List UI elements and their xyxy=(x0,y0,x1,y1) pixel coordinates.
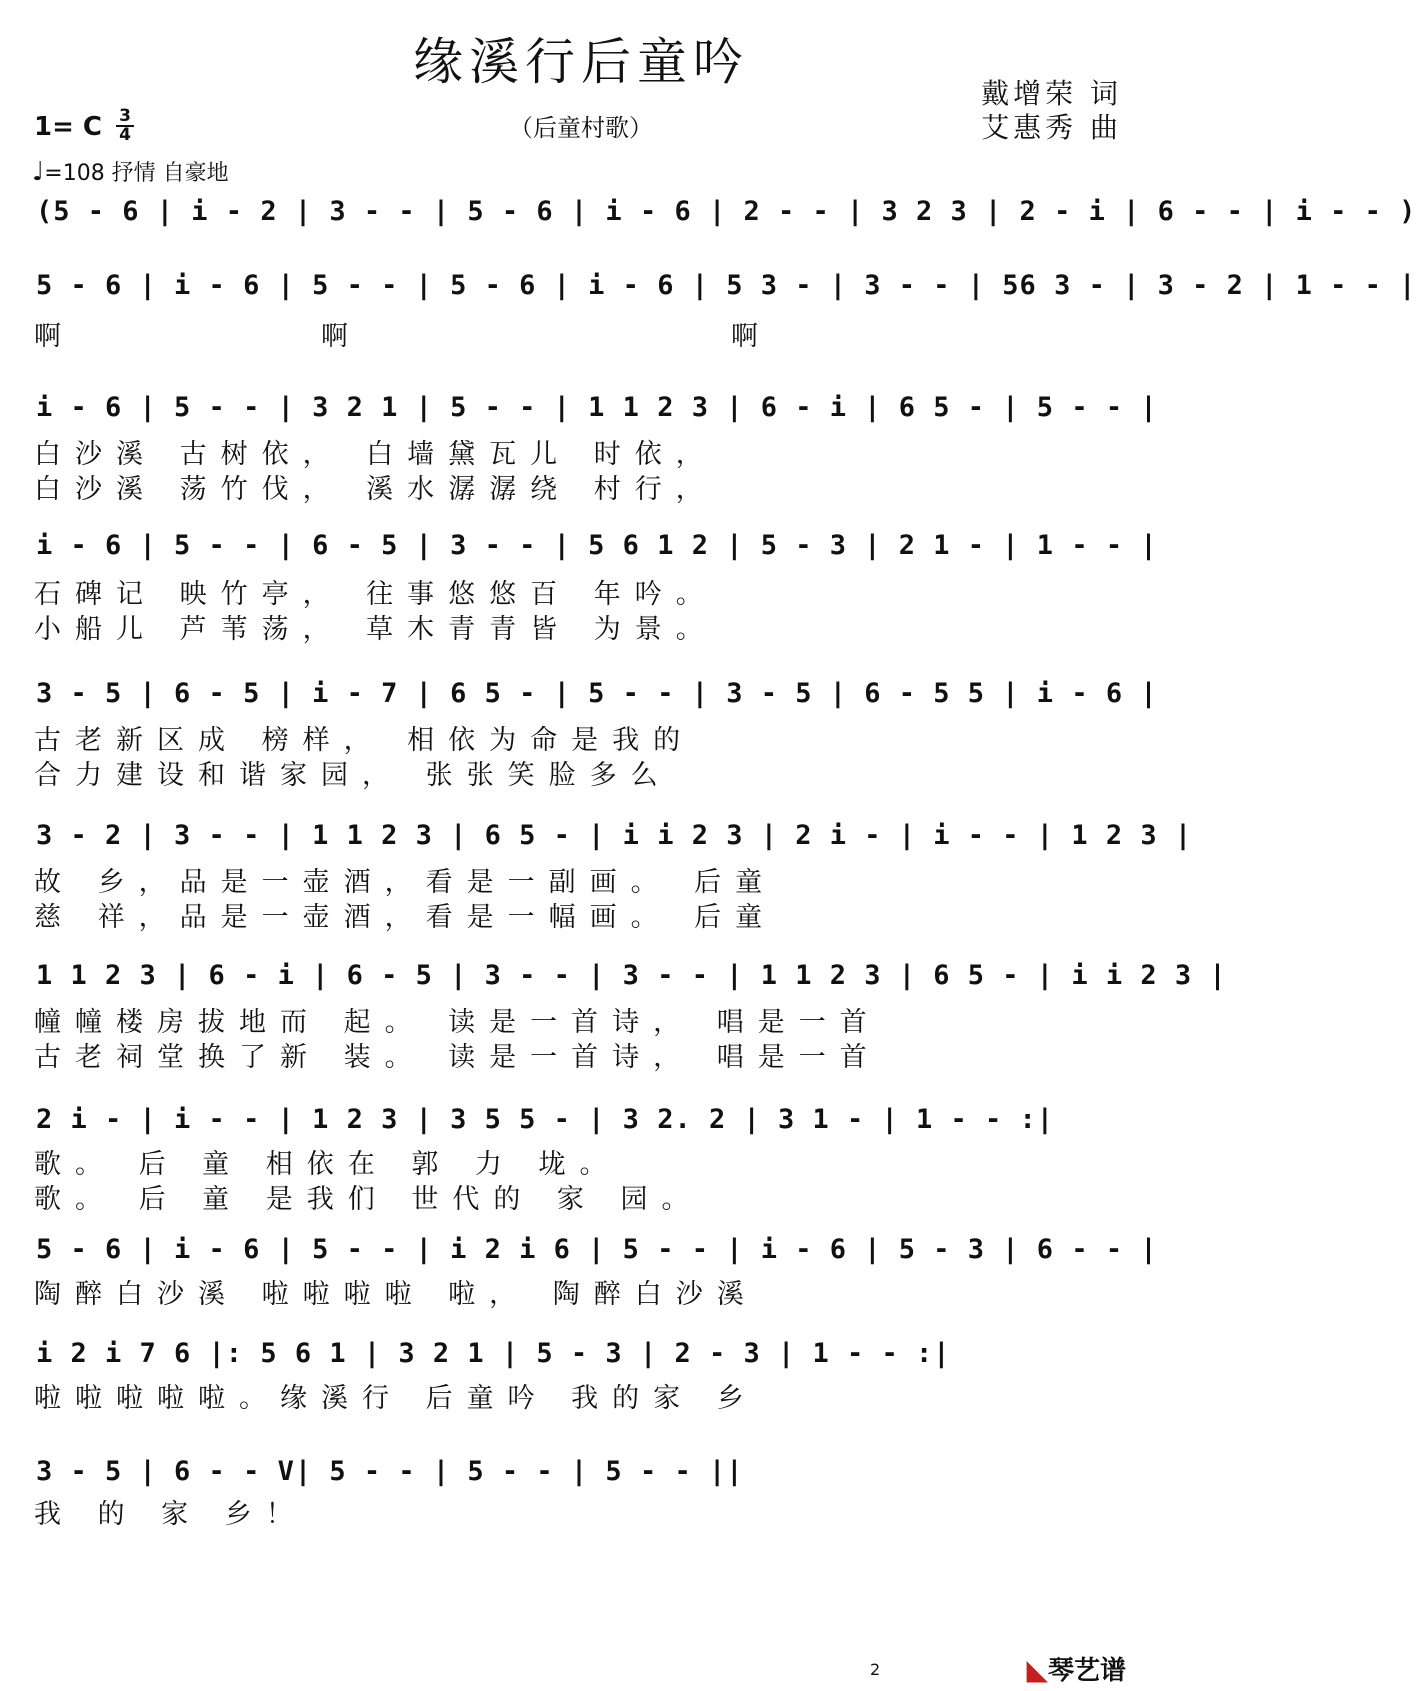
qinyipu-logo-icon: ◣ xyxy=(1026,1653,1048,1686)
lyric-line-2: 白沙溪 荡竹伐， 溪水潺潺绕 村行， xyxy=(34,474,717,505)
notes-line: i - 6 | 5 - - | 3 2 1 | 5 - - | 1 1 2 3 | 6 - i | 6 5 - | 5 - - | xyxy=(36,392,1158,423)
notes-line: i 2 i 7 6 |: 5 6 1 | 3 2 1 | 5 - 3 | 2 - 3 | 1 - - :| xyxy=(36,1338,951,1369)
lyric-line-2: 慈 祥，品是一壶酒，看是一幅画。 后童 xyxy=(34,902,777,933)
lyric-line-1: 故 乡，品是一壶酒，看是一副画。 后童 xyxy=(34,867,777,898)
lyric-line-1: 石碑记 映竹亭， 往事悠悠百 年吟。 xyxy=(34,579,717,610)
lyric-line-1: 古老新区成 榜样， 相依为命是我的 xyxy=(34,725,695,756)
tempo-marking xyxy=(32,156,229,187)
page-title: 缘溪行后童吟 xyxy=(413,33,749,91)
notes-line: 2 i - | i - - | 1 2 3 | 3 5 5 - | 3 2. 2 | 3 1 - | 1 - - :| xyxy=(36,1104,1055,1135)
notes-line: 5 - 6 | i - 6 | 5 - - | 5 - 6 | i - 6 | 5 3 - | 3 - - | 56 3 - | 3 - 2 | 1 - - | xyxy=(36,270,1416,301)
lyric-line-1: 歌。 后 童 相依在 郭 力 垅。 xyxy=(34,1149,621,1180)
lyric-line-2: 合力建设和谐家园， 张张笑脸多么 xyxy=(34,760,672,791)
time-bottom: 4 xyxy=(119,125,131,145)
lyric-line-1: 陶醉白沙溪 啦啦啦啦 啦， 陶醉白沙溪 xyxy=(34,1279,758,1310)
lyric-line-1: 幢幢楼房拔地而 起。 读是一首诗， 唱是一首 xyxy=(34,1007,881,1038)
lyric-line-1: 啊 啊 啊 xyxy=(34,321,772,352)
lyric-line-1: 白沙溪 古树依， 白墙黛瓦儿 时依， xyxy=(34,439,717,470)
lyric-line-2: 歌。 后 童 是我们 世代的 家 园。 xyxy=(34,1184,703,1215)
tempo-text: =108 抒情 自豪地 xyxy=(44,161,229,186)
site-logo xyxy=(1026,1650,1126,1687)
time-top: 3 xyxy=(119,106,131,126)
lyric-line-2: 古老祠堂换了新 装。 读是一首诗， 唱是一首 xyxy=(34,1042,881,1073)
notes-line: 3 - 2 | 3 - - | 1 1 2 3 | 6 5 - | i i 2 3 | 2 i - | i - - | 1 2 3 | xyxy=(36,820,1193,851)
quarter-note-icon: ♩ xyxy=(32,157,45,187)
logo-text: 琴艺谱 xyxy=(1047,1656,1126,1686)
key-signature: 1= C xyxy=(34,112,103,142)
lyricist-credit: 戴增荣 词 xyxy=(981,77,1122,110)
composer-credit: 艾惠秀 曲 xyxy=(981,111,1122,144)
notes-line: 3 - 5 | 6 - 5 | i - 7 | 6 5 - | 5 - - | 3 - 5 | 6 - 5 5 | i - 6 | xyxy=(36,678,1158,709)
page-subtitle: （后童村歌） xyxy=(509,114,653,142)
lyric-line-2: 小船儿 芦苇荡， 草木青青皆 为景。 xyxy=(34,614,717,645)
notes-line: 3 - 5 | 6 - - V| 5 - - | 5 - - | 5 - - || xyxy=(36,1456,744,1487)
notes-line: (5 - 6 | i - 2 | 3 - - | 5 - 6 | i - 6 | 2 - - | 3 2 3 | 2 - i | 6 - - | i - - ) xyxy=(36,196,1416,227)
time-signature xyxy=(116,108,134,144)
notes-line: 5 - 6 | i - 6 | 5 - - | i 2 i 6 | 5 - - | i - 6 | 5 - 3 | 6 - - | xyxy=(36,1234,1158,1265)
lyric-line-1: 啦啦啦啦啦。缘溪行 后童吟 我的家 乡 xyxy=(34,1383,758,1414)
lyric-line-1: 我 的 家 乡！ xyxy=(34,1499,307,1530)
page-number: 2 xyxy=(870,1660,881,1679)
notes-line: i - 6 | 5 - - | 6 - 5 | 3 - - | 5 6 1 2 | 5 - 3 | 2 1 - | 1 - - | xyxy=(36,530,1158,561)
notes-line: 1 1 2 3 | 6 - i | 6 - 5 | 3 - - | 3 - - | 1 1 2 3 | 6 5 - | i i 2 3 | xyxy=(36,960,1227,991)
